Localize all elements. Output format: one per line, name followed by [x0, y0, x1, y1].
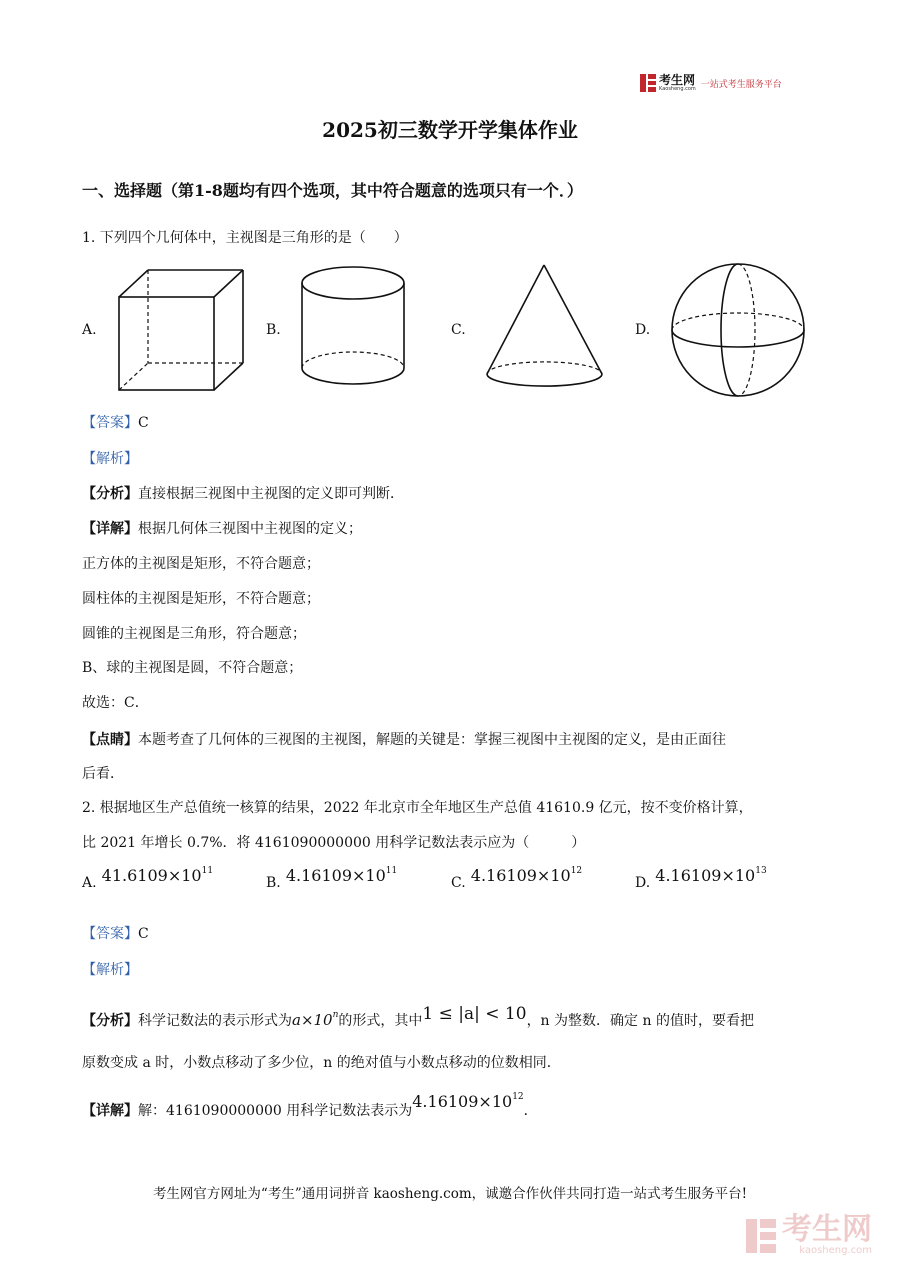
q2-analysis-tag: 【解析】: [82, 962, 138, 978]
q2-result-end: ．: [523, 1103, 538, 1119]
q2-option-b: [266, 866, 398, 891]
q2-fenxi-text: 的形式，其中: [338, 1013, 423, 1029]
q2-option-d-label: D.: [635, 875, 651, 891]
q2-option-a: [82, 866, 214, 891]
q2-fenxi-text-cont: 原数变成 a 时，小数点移动了多少位，n 的绝对值与小数点移动的位数相同．: [82, 1055, 561, 1071]
q2-stem: 2. 根据地区生产总值统一核算的结果，2022 年北京市全年地区生产总值 41610.9 亿元，按不变价格计算，: [82, 800, 753, 816]
section-heading: 一、选择题（第1-8题均有四个选项，其中符合题意的选项只有一个．）: [82, 181, 583, 200]
cone-figure: [484, 262, 606, 390]
q1-explain-line: 圆锥的主视图是三角形，符合题意；: [82, 626, 306, 642]
q1-explain-line: B、球的主视图是圆，不符合题意；: [82, 660, 303, 676]
kaosheng-logo-icon: [640, 74, 656, 92]
watermark-logo-icon: [746, 1219, 776, 1253]
q2-option-c-exp: 12: [570, 866, 583, 876]
footer-text: 考生网官方网址为“考生”通用词拼音 kaosheng.com，诚邀合作伙伴共同打造一站式考生服务平台!: [152, 1186, 748, 1202]
q2-fenxi-formula-exp: n: [332, 1010, 339, 1020]
q2-option-d: [635, 866, 767, 891]
q2-answer-tag: 【答案】: [82, 926, 138, 942]
q1-dianjing-text-cont: 后看．: [82, 766, 124, 782]
q1-answer: C: [138, 415, 149, 431]
q2-fenxi-text: ，n 为整数．确定 n 的值时，要看把: [526, 1013, 754, 1029]
watermark-domain: kaosheng.com: [799, 1245, 872, 1256]
q2-option-a-base: 41.6109×10: [101, 866, 202, 885]
q1-explain-line: 故选：C．: [82, 695, 149, 711]
q2-xiangjie-line: [82, 1092, 538, 1120]
q1-option-a-label: A.: [82, 322, 97, 338]
q1-answer-tag: 【答案】: [82, 415, 138, 431]
q2-fenxi-tag: 【分析】: [82, 1013, 138, 1029]
q2-fenxi-text: 科学记数法的表示形式为: [138, 1013, 292, 1029]
q2-option-c-base: 4.16109×10: [470, 866, 571, 885]
q2-fenxi-formula: a×10: [292, 1011, 333, 1029]
q2-option-c: [451, 866, 583, 891]
q2-option-d-exp: 13: [755, 866, 767, 876]
q1-option-b-label: B.: [266, 322, 281, 338]
q1-stem: 1. 下列四个几何体中，主视图是三角形的是（ ）: [82, 230, 408, 246]
q2-xiangjie-text: 解：4161090000000 用科学记数法表示为: [138, 1103, 413, 1119]
q2-stem-cont: 比 2021 年增长 0.7%．将 4161090000000 用科学记数法表示应为（ ）: [82, 835, 586, 851]
q1-xiangjie-tag: 【详解】: [82, 521, 138, 537]
q2-result-exp: 12: [512, 1092, 524, 1102]
page-title: 2025初三数学开学集体作业: [322, 118, 578, 142]
q1-fenxi: 直接根据三视图中主视图的定义即可判断．: [138, 486, 404, 502]
q2-fenxi-inequality: 1 ≤ |a| < 10: [422, 1004, 527, 1024]
q1-fenxi-tag: 【分析】: [82, 486, 138, 502]
watermark-name: 考生网: [782, 1212, 872, 1247]
q2-option-c-label: C.: [451, 875, 466, 891]
q2-xiangjie-tag: 【详解】: [82, 1103, 138, 1119]
q1-dianjing-tag: 【点睛】: [82, 732, 138, 748]
q2-option-b-label: B.: [266, 875, 281, 891]
sphere-figure: [668, 260, 808, 400]
q1-explain-line: 圆柱体的主视图是矩形，不符合题意；: [82, 591, 320, 607]
q2-result-base: 4.16109×10: [412, 1092, 513, 1111]
q2-option-d-base: 4.16109×10: [655, 866, 756, 885]
q2-option-a-exp: 11: [201, 866, 214, 876]
q1-analysis-tag: 【解析】: [82, 451, 138, 467]
q1-option-c-label: C.: [451, 322, 466, 338]
q2-option-b-exp: 11: [385, 866, 398, 876]
q2-option-b-base: 4.16109×10: [285, 866, 386, 885]
logo-slogan: 一站式考生服务平台: [700, 79, 782, 90]
q1-xiangjie: 根据几何体三视图中主视图的定义；: [138, 521, 362, 537]
logo-name: 考生网: [659, 73, 696, 87]
logo-domain: Kaosheng.com: [659, 86, 696, 92]
watermark: [746, 1212, 872, 1256]
site-logo: [640, 72, 782, 94]
cylinder-figure: [298, 264, 408, 388]
q1-dianjing-text: 本题考查了几何体的三视图的主视图，解题的关键是：掌握三视图中主视图的定义，是由正面往: [138, 732, 726, 748]
q1-explain-line: 正方体的主视图是矩形，不符合题意；: [82, 556, 320, 572]
q2-fenxi-line: [82, 1006, 754, 1030]
cube-figure: [115, 267, 250, 395]
q2-option-a-label: A.: [82, 875, 97, 891]
q1-option-d-label: D.: [635, 322, 651, 338]
q2-answer: C: [138, 926, 149, 942]
